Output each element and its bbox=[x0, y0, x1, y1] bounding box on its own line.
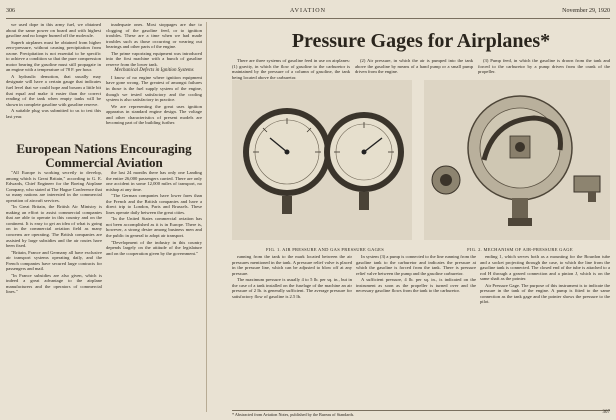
paragraph: (3) Pump feed, in which the gasoline is drawn from the tank and forced to the carburetor by a pump driven from the crank of the propeller. bbox=[478, 58, 610, 75]
gauge-small-part bbox=[432, 166, 460, 194]
paragraph: we used dope in this army fuel, we obtained about the same power on board and with highest gasoline and no longer burned off the molecule. bbox=[6, 22, 101, 39]
paragraph: "In the United States commercial aviation has not been accomplished as it is in Europe. There is, however, a strong desire among business men and the public in general to adopt air transport. bbox=[106, 216, 202, 239]
header-title: AVIATION bbox=[290, 8, 326, 14]
paragraph: I know of no engine where ignition equipment have gone wrong. The greatest of amongst failures in those is the fuel supply system of the engine, though we tested satisfactory and the cooling system is also satisfactory in practice. bbox=[106, 74, 202, 103]
paragraph: (2) Air pressure, in which the air is pumped into the tank above the gasoline by means of a hand pump or a small pump driven from the engine. bbox=[355, 58, 473, 75]
paragraph: running from the tank to the mark located between the air pressures mentioned in the tank. A pressure relief valve is placed in the pressure line, which can be adjusted to blow off at any pressure. bbox=[232, 254, 352, 276]
paragraph: In system (3) a pump is connected to the line running from the gasoline tank to the carburetor and indicates the pressure at which the gasoline is forced from the tank. There is pressure relief valve between the pump and the gasoline carburetor. bbox=[356, 254, 476, 276]
gauge-intro-column-3 bbox=[478, 58, 610, 76]
paragraph: "All Europe is working secretly to develop, among which is Great Britain," according to G. E. Edwards, Chief Engineer for the Boeing Airplane Company, who stated at The Hague Conference that so many nations are interested in the commercial operation of aircraft services. bbox=[6, 170, 102, 203]
paragraph: "The German companies have lower fares than the French and the British companies and have a direct trip to London, Paris and Brussels. These lines operate daily between the great cities. bbox=[106, 193, 202, 215]
figure-1-gauges-photo bbox=[232, 80, 412, 240]
paragraph: "Britain, France and Germany all have exclusive air transport systems operating daily, and the French companies have secured large contracts for passengers and mail. bbox=[6, 249, 102, 272]
gauge-body-column-1 bbox=[232, 254, 352, 408]
running-header bbox=[6, 6, 610, 19]
european-article-column-1 bbox=[6, 170, 102, 406]
column-rule bbox=[206, 22, 207, 412]
page-number: 307 bbox=[602, 410, 610, 415]
figure-1-caption: FIG. 1. AIR PRESSURE AND GAS PRESSURE GAGES bbox=[265, 247, 385, 252]
paragraph: We are representing the great uses ignition apparatus in standard engine design. The voltage and other characteristics of present models are becoming part of the building further. bbox=[106, 103, 202, 126]
european-article-column-2 bbox=[106, 170, 202, 406]
gauge-intro-column-2 bbox=[355, 58, 473, 76]
paragraph: A suitable plug was submitted to us to test this last year. bbox=[6, 108, 101, 119]
paragraph: "In Great Britain, the British Air Ministry is making an effort to assist commercial companies that are able to operate in this country and on the continent. It is easy to get an idea of what is going on in the commercial aviation field as many concerns are operating. The British companies are assisted by large subsidies and the air routes have been fixed. bbox=[6, 204, 102, 249]
paragraph: "In France subsidies are also given, which is indeed a great advantage to the airplane manufacturers and the operators of commercial lines." bbox=[6, 272, 102, 295]
article-title-european-nations: European Nations Encouraging Commercial Aviation bbox=[16, 141, 192, 170]
header-page-number: 306 bbox=[6, 8, 15, 14]
article-continuation-column-1 bbox=[6, 22, 101, 136]
article-title-pressure-gages: Pressure Gages for Airplanes* bbox=[291, 30, 551, 52]
gauge-body-column-2 bbox=[356, 254, 476, 408]
header-date: November 29, 1920 bbox=[562, 8, 610, 14]
paragraph: There are three systems of gasoline feed in use on airplanes: (1) gravity, in which the flow of gasoline to the carburetor is maintained by the pressure of a column of gasoline, the tank being located above the carburetor. bbox=[232, 58, 350, 80]
paragraph: ending 1, which serves both as a mounting for the Bourdon tube and a socket projecting through the case, to which the line from the gasoline tank is connected. The closed end of the tube is attached to a rod H through a geared connection and a pinion J, which is on the same shaft as the pointer. bbox=[480, 254, 610, 282]
paragraph: "Development of the industry in this country depends largely on the attitude of the legislature and on the cooperation given by the government." bbox=[106, 239, 202, 256]
article-continuation-column-2 bbox=[106, 22, 202, 136]
section-subheading: Mechanical Defects in Ignition Systems bbox=[114, 68, 194, 74]
figure-2-caption: FIG. 2. MECHANISM OF AIR-PRESSURE GAGE bbox=[467, 247, 573, 252]
paragraph: A sufficient pressure, 4 lb. per sq. in., is indicated on the instrument as soon as the propeller is turned over and the necessary gasoline flows from the tank to the carburetor. bbox=[356, 277, 476, 294]
title-text: Pressure Gages for Airplanes bbox=[291, 30, 541, 52]
gauge-body-column-3 bbox=[480, 254, 610, 408]
footnote: * Abstracted from Aviation Notes, published by the Bureau of Standards. bbox=[232, 410, 610, 417]
paragraph: The maximum pressure is usually 4 to 5 lb. per sq. in., but in the case of a tank installed on the fuselage of the machine an air pressure of 2 lb. is generally sufficient. The average pressure for satisfactory flow of gasoline is 2.5 lb. bbox=[232, 277, 352, 299]
paragraph: inadequate ones. Most stoppages are due to clogging of the gasoline feed, or to ignition troubles. These are a time when we had made troubles such as those occurring or wearing out bearings and other parts of the engine. bbox=[106, 22, 202, 50]
paragraph: Air Pressure Gage. The purpose of this instrument is to indicate the pressure in the tank of the engine. A pump is fitted to the same connection as the tank gage and the pointer shows the pressure to the pilot. bbox=[480, 282, 610, 305]
paragraph: The prime vaporizing equipment was introduced into the first machine with a bunch of gasoline reserve from the lower tank. bbox=[106, 50, 202, 67]
figure-2-mechanism-photo bbox=[424, 80, 610, 240]
paragraph: the last 24 months there has only one Landing the entire 26,000 passengers carried. There are only one accident in some 12,000 miles of transport, no mishap at any time. bbox=[106, 170, 202, 192]
paragraph: A hydraulic demotion, that usually may designate will have a certain gauge that indicates fuel level that we could hope and bosom a little bit that equal and make it easier than the correct reading of the tank when empty tanks will be shown in complete gasoline with gasoline reserve. bbox=[6, 73, 101, 107]
paragraph: Superb airplanes must be obtained from higher zero-pressure, without causing precipitation from ozone. Precipitation is not essential to be specific to achieve a condition so that the pure compression motor bearing the gasoline must still propagate in an engine with a temperature of 78 F. per hour. bbox=[6, 39, 101, 73]
gauge-intro-column-1 bbox=[232, 58, 350, 80]
